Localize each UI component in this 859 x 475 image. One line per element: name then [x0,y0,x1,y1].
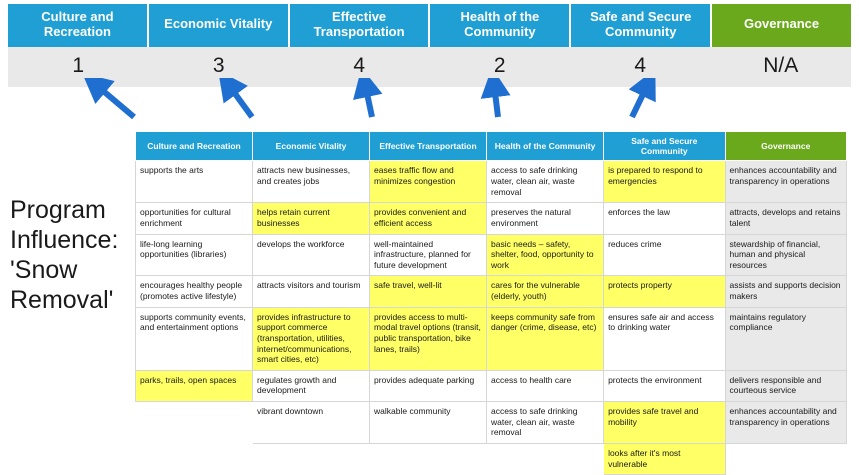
summary-header-label: Culture and Recreation [41,9,114,39]
matrix-header-row [136,132,847,161]
summary-header-culture-and-recreation [8,4,149,47]
summary-header-health-of-the-community [430,4,571,47]
matrix-cell: is prepared to respond to emergencies [604,161,725,203]
table-row [136,443,847,474]
matrix-cell: attracts visitors and tourism [253,276,370,307]
matrix-cell: access to safe drinking water, clean air, waste removal [487,161,604,203]
matrix-cell: eases traffic flow and minimizes congestion [370,161,487,203]
matrix-header-economic-vitality: Economic Vitality [253,132,370,161]
arrow-icon-economic-vitality [228,84,252,117]
matrix-cell: safe travel, well-lit [370,276,487,307]
matrix-cell: provides safe travel and mobility [604,402,725,444]
summary-header-label: Governance [743,16,820,32]
matrix-header-health-of-the-community: Health of the Community [487,132,604,161]
summary-bar [8,4,851,87]
matrix-cell: encourages healthy people (promotes active lifestyle) [136,276,253,307]
matrix-cell: well-maintained infrastructure, planned for future development [370,234,487,276]
matrix-cell: provides adequate parking [370,370,487,401]
matrix-cell: life-long learning opportunities (libraries) [136,234,253,276]
summary-header-label: Effective Transportation [313,9,405,39]
summary-header-economic-vitality [149,4,290,47]
matrix-cell: helps retain current businesses [253,203,370,234]
matrix-cell [253,443,370,474]
summary-score-culture-and-recreation: 1 [72,53,85,77]
summary-score-economic-vitality: 3 [212,53,225,77]
summary-header-row [8,4,851,47]
matrix-cell [136,443,253,474]
matrix-cell: supports the arts [136,161,253,203]
matrix-cell: basic needs – safety, shelter, food, opportunity to work [487,234,604,276]
matrix-cell: supports community events, and entertainment options [136,307,253,370]
summary-header-label: Economic Vitality [164,16,273,32]
outcomes-matrix [135,131,847,475]
matrix-cell: develops the workforce [253,234,370,276]
matrix-header-governance: Governance [725,132,847,161]
matrix-cell: enhances accountability and transparency in operations [725,402,847,444]
matrix-cell: walkable community [370,402,487,444]
arrow-icon-effective-transportation [365,84,372,117]
matrix-cell: attracts new businesses, and creates jobs [253,161,370,203]
summary-score-health-of-the-community: 2 [493,53,506,77]
table-row [136,203,847,234]
matrix-cell: protects the environment [604,370,725,401]
matrix-cell: assists and supports decision makers [725,276,847,307]
summary-score-governance: N/A [763,53,799,77]
matrix-cell: reduces crime [604,234,725,276]
matrix-cell [136,402,253,444]
matrix-cell: provides infrastructure to support commerce (transportation, utilities, internet/communications, smart cities, etc) [253,307,370,370]
matrix-cell: provides convenient and efficient access [370,203,487,234]
matrix-cell: protects property [604,276,725,307]
matrix-cell: access to health care [487,370,604,401]
arrow-icon-health-of-the-community [494,84,498,117]
matrix-cell: access to safe drinking water, clean air, waste removal [487,402,604,444]
table-row [136,402,847,444]
arrow-icon-safe-and-secure-community [632,84,648,117]
program-influence-caption: Program Influence: 'Snow Removal' [10,196,119,314]
summary-score-safe-and-secure-community: 4 [634,53,647,77]
table-row [136,161,847,203]
matrix-cell: enhances accountability and transparency in operations [725,161,847,203]
matrix-cell: maintains regulatory compliance [725,307,847,370]
summary-header-safe-and-secure-community [571,4,712,47]
matrix-cell: enforces the law [604,203,725,234]
matrix-cell [487,443,604,474]
matrix-cell [370,443,487,474]
matrix-header-safe-and-secure-community: Safe and Secure Community [604,132,725,161]
matrix-cell: vibrant downtown [253,402,370,444]
table-row [136,276,847,307]
summary-score-row [8,47,851,87]
summary-header-effective-transportation [290,4,431,47]
table-row [136,234,847,276]
matrix-header-effective-transportation: Effective Transportation [370,132,487,161]
arrow-icon-culture-and-recreation [95,84,134,117]
matrix-cell: preserves the natural environment [487,203,604,234]
matrix-cell: provides access to multi-modal travel options (transit, public transportation, bike lanes, trails) [370,307,487,370]
matrix-header-culture-and-recreation: Culture and Recreation [136,132,253,161]
matrix-cell: cares for the vulnerable (elderly, youth) [487,276,604,307]
table-row [136,307,847,370]
matrix-cell: looks after it's most vulnerable [604,443,725,474]
summary-score-effective-transportation: 4 [353,53,366,77]
matrix-cell: keeps community safe from danger (crime, disease, etc) [487,307,604,370]
matrix-cell: stewardship of financial, human and physical resources [725,234,847,276]
matrix-cell: parks, trails, open spaces [136,370,253,401]
table-row [136,370,847,401]
matrix-cell: ensures safe air and access to drinking water [604,307,725,370]
matrix-cell [725,443,847,474]
matrix-cell: opportunities for cultural enrichment [136,203,253,234]
matrix-cell: delivers responsible and courteous service [725,370,847,401]
matrix-cell: attracts, develops and retains talent [725,203,847,234]
summary-header-label: Health of the Community [460,9,540,39]
summary-header-label: Safe and Secure Community [590,9,692,39]
summary-header-governance [712,4,851,47]
matrix-cell: regulates growth and development [253,370,370,401]
